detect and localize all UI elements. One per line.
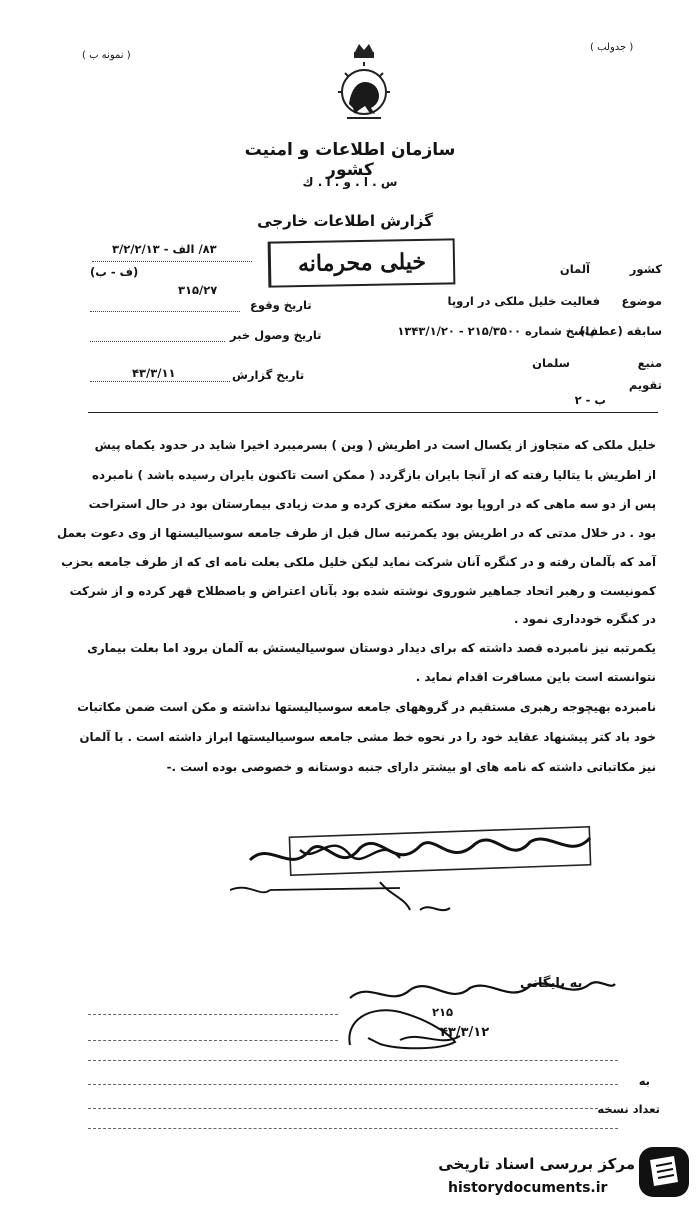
archive-number: ۴۳/۳/۱۲ bbox=[440, 1025, 490, 1040]
history-documents-logo-icon bbox=[636, 1144, 692, 1200]
field-value-subject: فعالیت خلیل ملکی در اروپا bbox=[447, 294, 600, 308]
copies-count-label: تعداد نسخه bbox=[597, 1102, 660, 1116]
handwritten-note-text: به بایگانی bbox=[520, 976, 583, 991]
field-value-source: سلمان bbox=[532, 356, 570, 370]
report-date-value: ۴۳/۳/۱۱ bbox=[132, 366, 176, 380]
header-divider bbox=[88, 412, 658, 413]
receipt-date-label: تاریخ وصول خبر bbox=[230, 328, 322, 342]
body-line-10: نامبرده بهیچوجه رهبری مستقیم در گروههای جامعه سوسیالیستها نداشته و مکن است ضمن مکاتبات bbox=[77, 700, 656, 714]
field-value-country: آلمان bbox=[559, 262, 590, 276]
body-line-12: نیز مکاتباتی داشته که نامه های او بیشتر دارای جنبه دوستانه و خصوصی بوده است .- bbox=[166, 760, 656, 774]
body-line-3: پس از دو سه ماهی که در اروپا بود سکته مغزی کرده و مدت زیادی بیمارستان بود در حال استراحت bbox=[88, 497, 656, 511]
initials-number: ۲۱۵ bbox=[432, 1005, 454, 1019]
report-date-label: تاریخ گزارش bbox=[232, 368, 305, 382]
classification-stamp: خیلی محرمانه bbox=[268, 238, 456, 287]
table-type-tag: ( جدولب ) bbox=[590, 42, 634, 53]
body-line-1: خلیل ملکی که متجاوز از یکسال است در اطریش ( وین ) بسرمیبرد اخیرا شاید در حدود یکماه پیش bbox=[94, 438, 656, 452]
field-label-country: کشور bbox=[629, 262, 662, 276]
body-line-2: از اطریش با یتالیا رفته که از آنجا بایران بازگردد ( ممکن است تاکنون بایران رسیده باشد ) نامبرده bbox=[92, 468, 656, 482]
footer-website: historydocuments.ir bbox=[448, 1180, 608, 1196]
event-date-label: تاریخ وقوع bbox=[250, 298, 312, 312]
body-line-6: کمونیست و رهبر اتحاد جماهیر شوروی نوشته شده بود بآنان اعتراض و باصطلاح قهر کرده و از شرکت bbox=[69, 584, 656, 598]
signature-stamp-scribble bbox=[230, 820, 610, 930]
field-label-source: منبع bbox=[637, 356, 662, 370]
report-title: گزارش اطلاعات خارجی bbox=[257, 212, 433, 230]
body-line-5: آمد که بآلمان رفته و در کنگره آنان شرکت نماید لیکن خلیل ملکی بعلت نامه ای که از طرف جامعه بحزب bbox=[61, 555, 656, 569]
reference-date: ۳۱۵/۲۷ bbox=[178, 283, 218, 297]
distribution-to-label: به bbox=[638, 1074, 650, 1088]
field-label-subject: موضوع bbox=[621, 294, 662, 308]
footer-org-name: مرکز بررسی اسناد تاریخی bbox=[438, 1155, 635, 1173]
body-line-7: در کنگره خودداری نمود . bbox=[513, 612, 656, 626]
reference-suffix: (ف - ب) bbox=[90, 265, 139, 279]
organization-code: س . ا . و . ا . ك bbox=[302, 175, 398, 189]
form-type-tag: ( نمونه ب ) bbox=[82, 50, 131, 61]
field-value-calendar: ب - ۲ bbox=[574, 393, 606, 407]
body-line-8: یکمرتبه نیز نامبرده قصد داشته که برای دیدار دوستان سوسیالیستش به آلمان برود اما بعلت بیماری bbox=[87, 641, 656, 655]
lion-and-sun-emblem-icon bbox=[335, 42, 393, 124]
body-line-9: نتوانسته است باین مسافرت اقدام نماید . bbox=[415, 670, 656, 684]
field-value-reference: پاسخ شماره ۲۱۵/۳۵۰۰ - ۱۳۴۳/۱/۲۰ bbox=[397, 324, 594, 338]
field-label-reference: سابقه (عطف) bbox=[579, 324, 662, 338]
field-label-calendar: تقویم bbox=[628, 378, 662, 392]
body-line-11: خود باد کتر پیشنهاد عقاید خود را در نحوه خط مشی جامعه سوسیالیستها ابراز داشته است . با آلمان bbox=[79, 730, 656, 744]
organization-name: سازمان اطلاعات و امنیت کشور bbox=[244, 140, 456, 180]
body-line-4: بود . در خلال مدتی که در اطریش بود یکمرتبه سال قبل از طرف جامعه سوسیالیستها از وی دعوت بعمل bbox=[56, 526, 656, 540]
reference-number: ۸۳/ الف - ۳/۲/۲/۱۳ bbox=[112, 242, 217, 256]
